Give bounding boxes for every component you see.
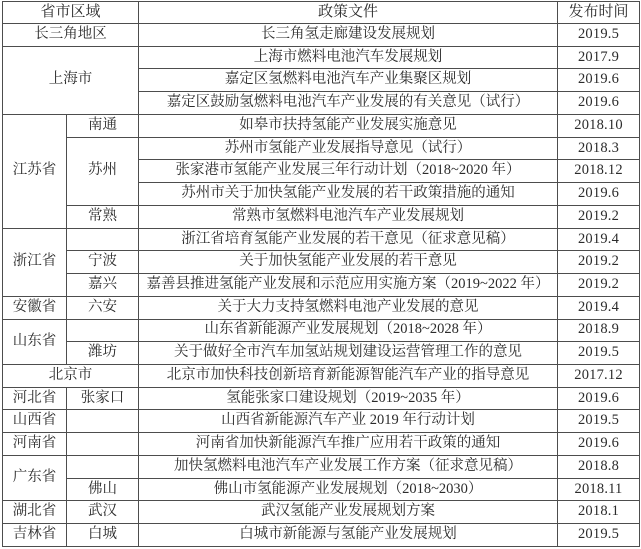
city-cell: 嘉兴 xyxy=(67,274,139,297)
table-row xyxy=(3,205,640,228)
city-cell: 潍坊 xyxy=(67,342,139,365)
policy-cell: 关于加快氢能产业发展的若干意见 xyxy=(139,251,558,274)
policy-cell: 常熟市氢燃料电池汽车产业发展规划 xyxy=(139,205,558,228)
date-cell: 2018.3 xyxy=(558,137,640,160)
date-cell: 2017.12 xyxy=(558,365,640,388)
province-cell: 吉林省 xyxy=(3,524,67,547)
date-cell: 2019.2 xyxy=(558,274,640,297)
city-cell: 常熟 xyxy=(67,205,139,228)
header-region: 省市区域 xyxy=(3,2,139,24)
policy-cell: 如皋市扶持氢能产业发展实施意见 xyxy=(139,114,558,137)
city-cell: 佛山 xyxy=(67,478,139,501)
date-cell: 2019.5 xyxy=(558,342,640,365)
policy-cell: 嘉定区氢燃料电池汽车产业集聚区规划 xyxy=(139,69,558,92)
date-cell: 2019.2 xyxy=(558,251,640,274)
policy-cell: 武汉氢能产业发展规划方案 xyxy=(139,501,558,524)
table-row xyxy=(3,410,640,433)
date-cell: 2018.9 xyxy=(558,319,640,342)
policy-cell: 上海市燃料电池汽车发展规划 xyxy=(139,46,558,69)
header-policy: 政策文件 xyxy=(139,2,558,24)
policy-cell: 佛山市氢能源产业发展规划（2018~2030） xyxy=(139,478,558,501)
city-cell: 六安 xyxy=(67,296,139,319)
province-cell: 长三角地区 xyxy=(3,24,139,47)
date-cell: 2018.10 xyxy=(558,114,640,137)
province-cell: 上海市 xyxy=(3,46,139,114)
city-cell: 南通 xyxy=(67,114,139,137)
policy-cell: 嘉善县推进氢能产业发展和示范应用实施方案（2019~2022 年） xyxy=(139,274,558,297)
header-row xyxy=(3,2,640,24)
table-row xyxy=(3,46,640,69)
province-cell: 广东省 xyxy=(3,455,67,500)
policy-cell: 北京市加快科技创新培育新能源智能汽车产业的指导意见 xyxy=(139,365,558,388)
table-row xyxy=(3,342,640,365)
date-cell: 2019.4 xyxy=(558,228,640,251)
table-row xyxy=(3,433,640,456)
date-cell: 2019.6 xyxy=(558,433,640,456)
date-cell: 2018.1 xyxy=(558,501,640,524)
city-cell: 苏州 xyxy=(67,137,139,205)
policy-cell: 山西省新能源汽车产业 2019 年行动计划 xyxy=(139,410,558,433)
province-cell: 山东省 xyxy=(3,319,67,364)
province-cell: 河南省 xyxy=(3,433,67,456)
table-row xyxy=(3,478,640,501)
province-cell: 山西省 xyxy=(3,410,67,433)
table-row xyxy=(3,319,640,342)
date-cell: 2019.4 xyxy=(558,296,640,319)
date-cell: 2019.6 xyxy=(558,69,640,92)
city-cell xyxy=(67,455,139,478)
province-cell: 湖北省 xyxy=(3,501,67,524)
province-cell: 北京市 xyxy=(3,365,139,388)
date-cell: 2018.11 xyxy=(558,478,640,501)
table-row xyxy=(3,251,640,274)
policy-cell: 苏州市关于加快氢能产业发展的若干政策措施的通知 xyxy=(139,183,558,206)
city-cell xyxy=(67,319,139,342)
policy-cell: 白城市新能源与氢能产业发展规划 xyxy=(139,524,558,547)
date-cell: 2019.6 xyxy=(558,92,640,115)
province-cell: 安徽省 xyxy=(3,296,67,319)
date-cell: 2017.9 xyxy=(558,46,640,69)
city-cell xyxy=(67,410,139,433)
date-cell: 2019.5 xyxy=(558,410,640,433)
date-cell: 2019.5 xyxy=(558,524,640,547)
policy-cell: 山东省新能源产业发展规划（2018~2028 年） xyxy=(139,319,558,342)
policy-cell: 浙江省培育氢能产业发展的若干意见（征求意见稿） xyxy=(139,228,558,251)
city-cell: 武汉 xyxy=(67,501,139,524)
table-row xyxy=(3,228,640,251)
policy-cell: 河南省加快新能源汽车推广应用若干政策的通知 xyxy=(139,433,558,456)
date-cell: 2018.12 xyxy=(558,160,640,183)
city-cell xyxy=(67,433,139,456)
table-row xyxy=(3,114,640,137)
province-cell: 河北省 xyxy=(3,387,67,410)
date-cell: 2019.5 xyxy=(558,24,640,47)
table-row xyxy=(3,365,640,388)
date-cell: 2019.6 xyxy=(558,387,640,410)
policy-cell: 苏州市氢能产业发展指导意见（试行） xyxy=(139,137,558,160)
province-cell: 浙江省 xyxy=(3,228,67,296)
province-cell: 江苏省 xyxy=(3,114,67,228)
table-row xyxy=(3,387,640,410)
table-row xyxy=(3,274,640,297)
policy-cell: 氢能张家口建设规划（2019~2035 年） xyxy=(139,387,558,410)
date-cell: 2019.2 xyxy=(558,205,640,228)
table-row xyxy=(3,455,640,478)
table-row xyxy=(3,24,640,47)
header-date: 发布时间 xyxy=(558,2,640,24)
policy-cell: 关于做好全市汽车加氢站规划建设运营管理工作的意见 xyxy=(139,342,558,365)
date-cell: 2018.8 xyxy=(558,455,640,478)
policy-cell: 关于大力支持氢燃料电池产业发展的意见 xyxy=(139,296,558,319)
policy-cell: 加快氢燃料电池汽车产业发展工作方案（征求意见稿） xyxy=(139,455,558,478)
policy-table xyxy=(2,1,640,547)
city-cell xyxy=(67,228,139,251)
policy-cell: 嘉定区鼓励氢燃料电池汽车产业发展的有关意见（试行） xyxy=(139,92,558,115)
policy-cell: 张家港市氢能产业发展三年行动计划（2018~2020 年） xyxy=(139,160,558,183)
city-cell: 张家口 xyxy=(67,387,139,410)
table-row xyxy=(3,524,640,547)
table-row xyxy=(3,137,640,160)
date-cell: 2019.6 xyxy=(558,183,640,206)
policy-cell: 长三角氢走廊建设发展规划 xyxy=(139,24,558,47)
table-row xyxy=(3,296,640,319)
city-cell: 宁波 xyxy=(67,251,139,274)
table-row xyxy=(3,501,640,524)
city-cell: 白城 xyxy=(67,524,139,547)
